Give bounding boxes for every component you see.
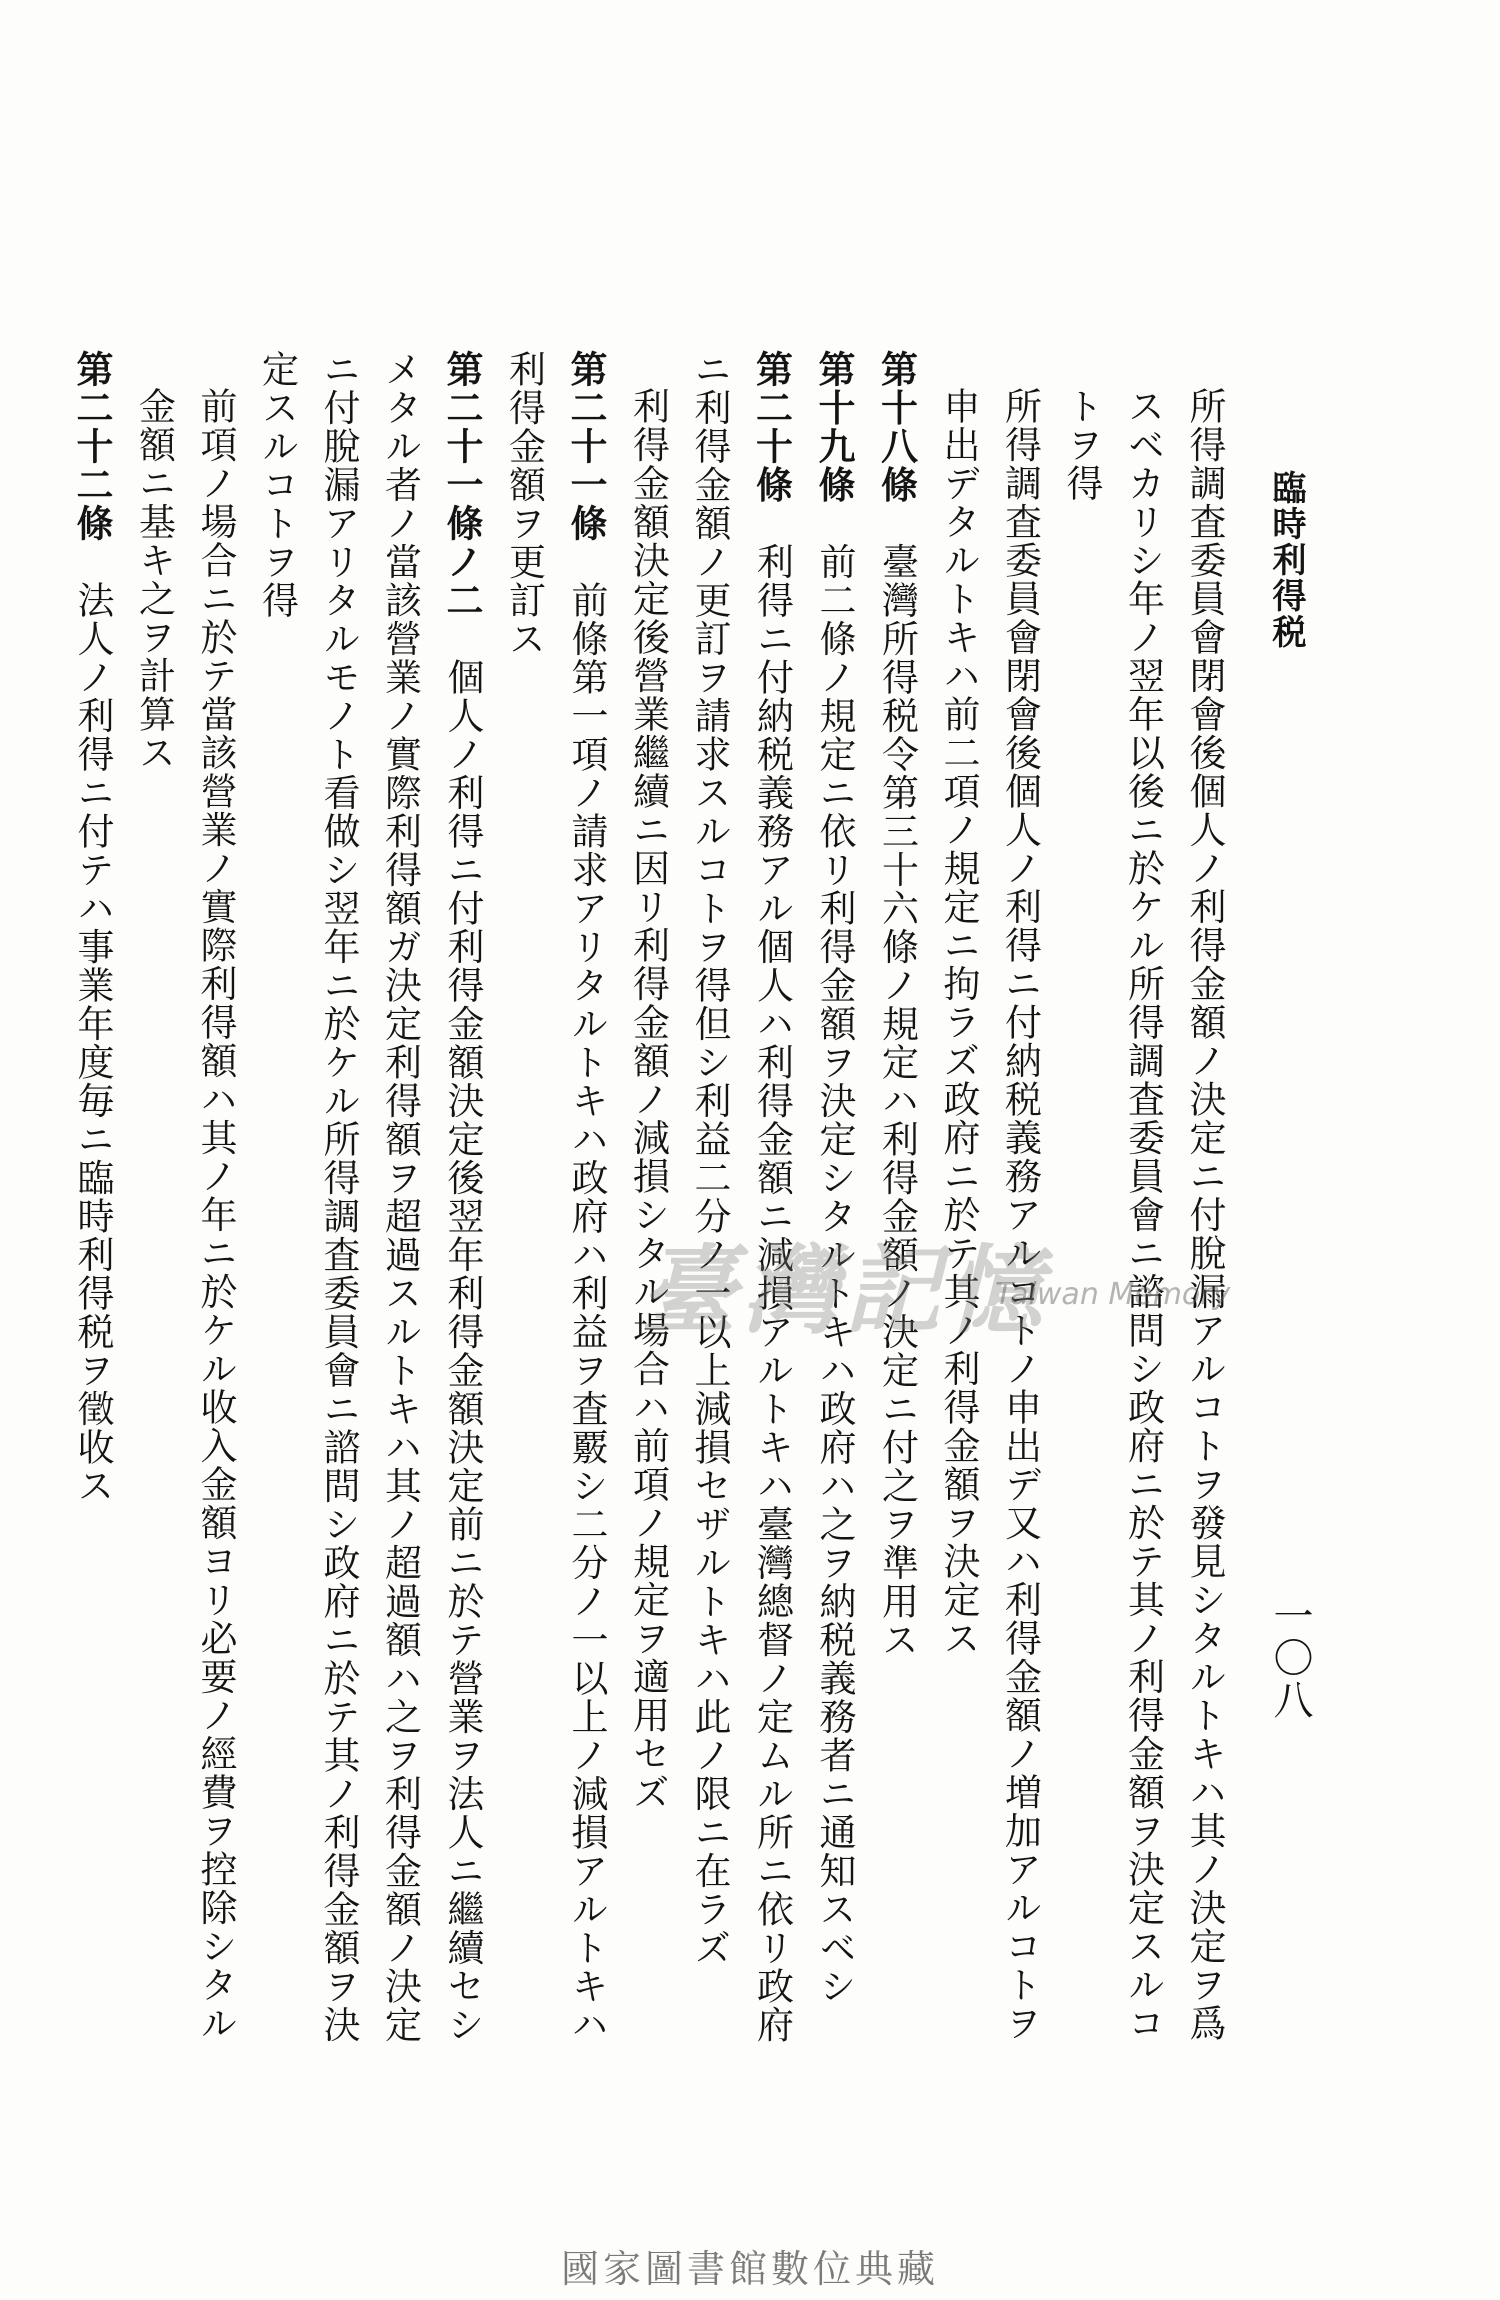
paragraph bbox=[1051, 350, 1236, 2070]
article bbox=[803, 350, 866, 2070]
article bbox=[679, 350, 803, 2070]
article-number: 第十九條 bbox=[812, 350, 856, 504]
footer-collection-name: 國家圖書館數位典藏 bbox=[560, 2247, 939, 2291]
page-number: 一〇八 bbox=[1267, 1595, 1313, 1721]
document-body bbox=[70, 350, 1235, 2070]
article-number: 第二十一條ノ二 bbox=[440, 350, 484, 620]
paragraph-text: 前項ノ場合ニ於テ當該營業ノ實際利得額ハ其ノ年ニ於ケル收入金額ヨリ必要ノ經費ヲ控除シタル金額ニ基キ之ヲ計算ス bbox=[132, 387, 237, 2043]
article-text: 法人ノ利得ニ付テハ事業年度毎ニ臨時利得税ヲ徵收ス bbox=[71, 581, 114, 1505]
paragraph bbox=[928, 350, 1051, 2070]
article-text: 臺灣所得税令第三十六條ノ規定ハ利得金額ノ決定ニ付之ヲ準用ス bbox=[875, 542, 919, 1659]
article bbox=[493, 350, 617, 2070]
article-text: 利得ニ付納税義務アル個人ハ利得金額ニ減損アルトキハ臺灣總督ノ定ムル所ニ依リ政府ニ利得金額ノ更訂ヲ請求スルコトヲ得但シ利益二分ノ一以上減損セザルトキハ此ノ限ニ在ラズ bbox=[688, 350, 794, 2044]
article-number: 第二十一條 bbox=[564, 350, 608, 543]
article-text: 前二條ノ規定ニ依リ利得金額ヲ決定シタルトキハ政府ハ之ヲ納税義務者ニ通知スベシ bbox=[813, 542, 856, 2006]
article-text: 個人ノ利得ニ付利得金額決定後翌年利得金額決定前ニ於テ營業ヲ法人ニ繼續セシメタル者ノ當該營業ノ實際利得額ガ決定利得額ヲ超過スルトキハ其ノ超過額ハ之ヲ利得金額ノ決定ニ付脫漏アリタルモノト看做シ翌年ニ於ケル所得調査委員會ニ諮問シ政府ニ於テ其ノ利得金額ヲ決定スルコトヲ得 bbox=[255, 350, 484, 2044]
paragraph bbox=[123, 350, 246, 2070]
article bbox=[865, 350, 928, 2070]
paragraph-text: 所得調査委員會閉會後個人ノ利得ニ付納税義務アルコトノ申出デ又ハ利得金額ノ増加アルコトヲ申出デタルトキハ前二項ノ規定ニ拘ラズ政府ニ於テ其ノ利得金額ヲ決定ス bbox=[937, 387, 1042, 2043]
paragraph-text: 利得金額決定後營業繼續ニ因リ利得金額ノ減損シタル場合ハ前項ノ規定ヲ適用セズ bbox=[626, 387, 670, 1812]
paragraph bbox=[617, 350, 679, 2070]
paragraph-text: 所得調査委員會閉會後個人ノ利得金額ノ決定ニ付脫漏アルコトヲ發見シタルトキハ其ノ決定ヲ爲スベカリシ年ノ翌年以後ニ於ケル所得調査委員會ニ諮問シ政府ニ於テ其ノ利得金額ヲ決定スルコトヲ得 bbox=[1060, 387, 1226, 2043]
article bbox=[246, 350, 493, 2070]
article-text: 前條第一項ノ請求アリタルトキハ政府ハ利益ヲ査覈シ二分ノ一以上ノ減損アルトキハ利得金額ヲ更訂ス bbox=[502, 350, 608, 2044]
article-number: 第二十二條 bbox=[70, 350, 114, 543]
watermark-chinese: 臺灣記憶 bbox=[640, 1234, 1048, 1347]
running-title: 臨時利得税 bbox=[1266, 470, 1306, 650]
article-number: 第二十條 bbox=[749, 350, 794, 504]
watermark-english: Taiwan Memory bbox=[995, 1277, 1231, 1312]
article bbox=[61, 350, 124, 2070]
article-number: 第十八條 bbox=[874, 350, 919, 504]
